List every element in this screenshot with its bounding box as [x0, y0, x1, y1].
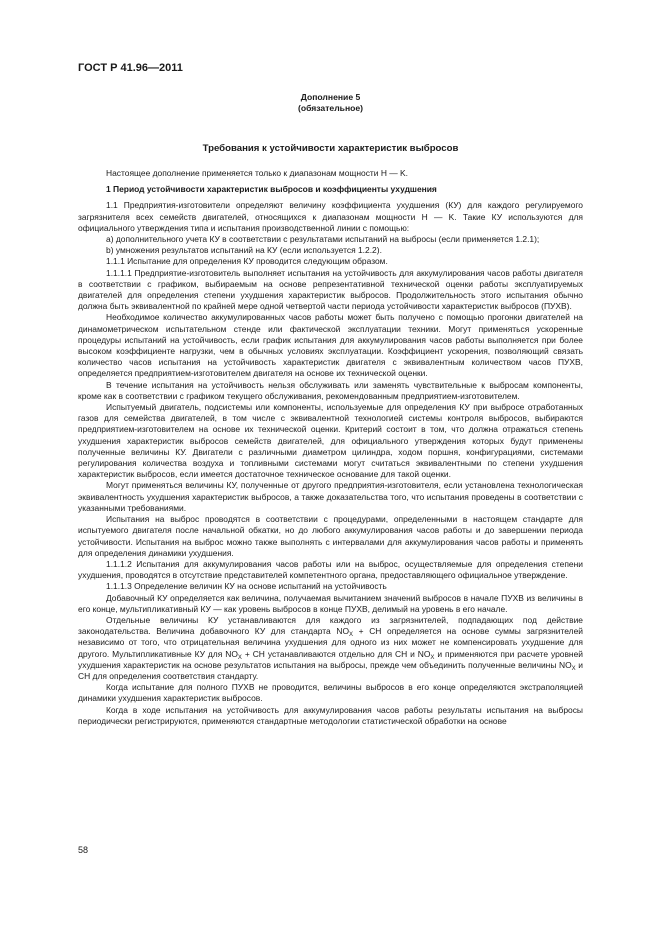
paragraph: Когда в ходе испытания на устойчивость для аккумулирования часов работы результаты испытания на выбросы периодически регистрируются, применяются стандартные методологии статистической обработки на основе [78, 704, 583, 726]
list-item: b) умножения результатов испытаний на КУ (если используется 1.2.2). [106, 245, 382, 256]
section-heading: 1 Период устойчивости характеристик выбросов и коэффициенты ухудшения [106, 184, 437, 195]
paragraph: В течение испытания на устойчивость нельзя обслуживать или заменять чувствительные к выбросам компоненты, кроме как в соответствии с графиком текущего обслуживания, рекомендованным предприятием-изготовителем. [78, 379, 583, 401]
appendix-heading [0, 92, 661, 114]
list-item: а) дополнительного учета КУ в соответствии с результатами испытаний на выбросы (если применяется 1.2.1); [106, 234, 540, 245]
paragraph: Могут применяться величины КУ, полученные от другого предприятия-изготовителя, если установлена технологическая эквивалентность ухудшения характеристик выбросов, а также доказательства того, что испытания проведены в соответствии с указанными требованиями. [78, 480, 583, 513]
paragraph: 1.1.1.2 Испытания для аккумулирования часов работы или на выброс, осуществляемые для определения степени ухудшения, проводятся в отсутствие представителей компетентного органа, предоставляющего официальное утверждение. [78, 558, 583, 581]
paragraph: Добавочный КУ определяется как величина, получаемая вычитанием значений выбросов в начале ПУХВ из величины в его конце, мультипликативный КУ — как уровень выбросов в конце ПУХВ, делимый на уровень в его начале. [78, 592, 583, 614]
document-code: ГОСТ Р 41.96—2011 [78, 62, 183, 74]
paragraph: 1.1 Предприятия-изготовители определяют величину коэффициента ухудшения (КУ) для каждого регулируемого загрязнителя всех семейств двигателей, относящихся к диапазонам мощности H — K. Такие КУ используются для официального утверждения типа и испытания производственной линии с помощью: [78, 200, 583, 233]
body-text [78, 168, 583, 727]
paragraph: 1.1.1.1 Предприятие-изготовитель выполняет испытания на устойчивость для аккумулирования часов работы двигателя в соответствии с графиком, выбираемым на основе репрезентативной технической оценки работы эксплуатируемых двигателей для определения степени ухудшения характеристик выбросов. Продолжительность этого испытания обычно должна быть эквивалентной по крайней мере одной четвертой части периода устойчивости характеристик выбросов (ПУХВ). [78, 267, 583, 312]
paragraph: Отдельные величины КУ устанавливаются для каждого из загрязнителей, подпадающих под действие законодательства. Величина добавочного КУ для стандарта $NO_X$ + CH определяется на основе суммы загрязнителей независимо от того, что отрицательная величина ухудшения для одного из них может не компенсировать ухудшение для другого. Мультипликативные КУ для $NO_X$ + CH устанавливаются отдельно для CH и $NO_X$ и применяются при расчете уровней ухудшения характеристик на основе результатов испытания на выбросы, прежде чем объединить полученные величины $NO_X$ и CH для определения соответствия стандарту. [78, 614, 583, 681]
paragraph: 1.1.1.3 Определение величин КУ на основе испытаний на устойчивость [106, 581, 387, 592]
intro-paragraph: Настоящее дополнение применяется только к диапазонам мощности H — K. [106, 168, 409, 178]
paragraph: Испытания на выброс проводятся в соответствии с процедурами, определенными в настоящем стандарте для испытуемого двигателя после начальной обкатки, но до любого аккумулирования часов работы и до завершении периода устойчивости. Испытания на выброс можно также выполнять с интервалами для аккумулирования часов работы и применять для определения динамики ухудшения. [78, 514, 583, 558]
page-number: 58 [78, 845, 89, 855]
paragraph: Испытуемый двигатель, подсистемы или компоненты, используемые для определения КУ при выбросе отработанных газов для семейства двигателей, в том числе с эквивалентной технологией системы контроля выбросов, выбираются предприятием-изготовителем на основе их технической оценки. Критерий состоит в том, что должна отражаться степень ухудшения характеристик выбросов семейств двигателей, для официального утверждения которых будут применены полученные величины КУ. Двигатели с различными диаметром цилиндра, ходом поршня, конфигурациями, системами регулирования количества воздуха и топливными системами могут считаться эквивалентными по степени ухудшения характеристик выбросов, если имеется достаточное техническое основание для такой оценки. [78, 402, 583, 480]
appendix-title: Дополнение 5 [300, 92, 361, 102]
appendix-subtitle: (обязательное) [297, 103, 364, 113]
paragraph: Когда испытание для полного ПУХВ не проводится, величины выбросов в его конце определяются экстраполяцией динамики ухудшения характеристик выбросов. [78, 682, 583, 704]
paragraph: Необходимое количество аккумулированных часов работы может быть получено с помощью прогонки двигателей на динамометрическом испытательном стенде или фактической эксплуатации техники. Могут применяться ускоренные процедуры испытаний на устойчивость, если график испытания для аккумулирования часов работы выполняется при более высоком коэффициенте нагрузки, чем в обычных условиях эксплуатации. Коэффициент ускорения, позволяющий связать количество часов испытания на устойчивость характеристик двигателя с эквивалентным количеством часов ПУХВ, определяется предприятием-изготовителем двигателя на основе их технической оценки. [78, 312, 583, 379]
main-title: Требования к устойчивости характеристик выбросов [202, 143, 459, 154]
paragraph: 1.1.1 Испытание для определения КУ проводится следующим образом. [106, 256, 388, 267]
